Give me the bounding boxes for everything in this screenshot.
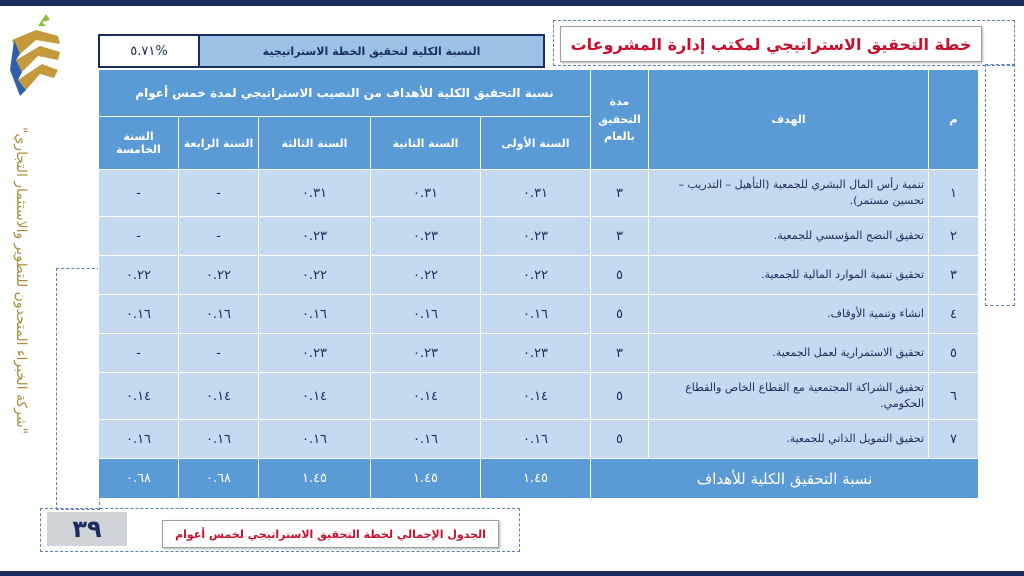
table-row [99, 295, 979, 334]
row-year-4: ٠.٢٢ [179, 256, 259, 295]
row-number: ٥ [929, 334, 979, 373]
row-number: ٢ [929, 217, 979, 256]
row-duration: ٥ [591, 295, 649, 334]
total-year-5: ٠.٦٨ [99, 459, 179, 499]
row-year-1: ٠.٢٣ [481, 217, 591, 256]
row-year-5: ٠.١٤ [99, 373, 179, 420]
goals-table [98, 69, 979, 499]
row-duration: ٥ [591, 420, 649, 459]
row-goal: تنمية رأس المال البشري للجمعية (التأهيل – التدريب – تحسين مستمر). [649, 170, 929, 217]
header-year-1: السنة الأولى [481, 117, 591, 170]
row-year-4: - [179, 334, 259, 373]
company-name-text: "شركة الخبراء المتحدون للتطوير والاستثمار التجاري" [13, 127, 29, 435]
page-title-box [560, 26, 982, 62]
row-year-3: ٠.٢٣ [259, 217, 371, 256]
row-year-4: - [179, 217, 259, 256]
row-duration: ٥ [591, 256, 649, 295]
total-year-2: ١.٤٥ [371, 459, 481, 499]
row-year-5: - [99, 217, 179, 256]
row-year-5: ٠.١٦ [99, 420, 179, 459]
row-year-1: ٠.١٦ [481, 295, 591, 334]
frame-left [56, 268, 100, 510]
header-year-4: السنة الرابعة [179, 117, 259, 170]
header-year-2: السنة الثانية [371, 117, 481, 170]
total-year-4: ٠.٦٨ [179, 459, 259, 499]
bottom-band [0, 571, 1024, 576]
table-caption-box [162, 520, 499, 548]
row-number: ٦ [929, 373, 979, 420]
row-number: ١ [929, 170, 979, 217]
total-year-1: ١.٤٥ [481, 459, 591, 499]
table-row [99, 256, 979, 295]
row-year-3: ٠.١٦ [259, 420, 371, 459]
row-duration: ٣ [591, 217, 649, 256]
top-band [0, 0, 1024, 6]
row-number: ٤ [929, 295, 979, 334]
total-label: نسبة التحقيق الكلية للأهداف [591, 459, 979, 499]
row-year-1: ٠.١٦ [481, 420, 591, 459]
row-duration: ٥ [591, 373, 649, 420]
row-year-2: ٠.١٤ [371, 373, 481, 420]
frame-right [985, 64, 1015, 306]
table-row [99, 170, 979, 217]
row-year-4: - [179, 170, 259, 217]
row-year-4: ٠.١٤ [179, 373, 259, 420]
row-year-1: ٠.٢٢ [481, 256, 591, 295]
row-year-4: ٠.١٦ [179, 295, 259, 334]
header-year-group: نسبة التحقيق الكلية للأهداف من النصيب الاستراتيجي لمدة خمس أعوام [99, 70, 591, 117]
row-year-3: ٠.١٦ [259, 295, 371, 334]
table-row [99, 334, 979, 373]
row-duration: ٣ [591, 334, 649, 373]
row-year-1: ٠.١٤ [481, 373, 591, 420]
row-duration: ٣ [591, 170, 649, 217]
row-year-5: - [99, 170, 179, 217]
row-year-3: ٠.٢٣ [259, 334, 371, 373]
row-year-2: ٠.٢٣ [371, 217, 481, 256]
row-goal: تحقيق تنمية الموارد المالية للجمعية. [649, 256, 929, 295]
overall-summary-label: النسبة الكلية لتحقيق الخطة الاستراتيجية [200, 36, 543, 66]
header-number: م [929, 70, 979, 170]
table-row [99, 420, 979, 459]
total-row [99, 459, 979, 499]
row-goal: تحقيق الشراكة المجتمعية مع القطاع الخاص والقطاع الحكومي. [649, 373, 929, 420]
row-goal: تحقيق النضج المؤسسي للجمعية. [649, 217, 929, 256]
row-year-3: ٠.١٤ [259, 373, 371, 420]
row-goal: تحقيق التمويل الذاتي للجمعية. [649, 420, 929, 459]
row-year-2: ٠.١٦ [371, 295, 481, 334]
row-year-1: ٠.٣١ [481, 170, 591, 217]
row-year-5: ٠.١٦ [99, 295, 179, 334]
row-goal: تحقيق الاستمرارية لعمل الجمعية. [649, 334, 929, 373]
header-goal: الهدف [649, 70, 929, 170]
row-year-3: ٠.٢٢ [259, 256, 371, 295]
row-year-5: - [99, 334, 179, 373]
row-goal: انشاء وتنمية الأوقاف. [649, 295, 929, 334]
header-year-3: السنة الثالثة [259, 117, 371, 170]
row-year-2: ٠.١٦ [371, 420, 481, 459]
row-number: ٧ [929, 420, 979, 459]
page-title: خطة التحقيق الاستراتيجي لمكتب إدارة المشروعات [570, 34, 972, 54]
overall-summary-bar [98, 34, 545, 68]
table-row [99, 373, 979, 420]
row-year-3: ٠.٣١ [259, 170, 371, 217]
row-year-2: ٠.٢٣ [371, 334, 481, 373]
row-number: ٣ [929, 256, 979, 295]
overall-summary-value: %٥.٧١ [100, 36, 200, 66]
row-year-2: ٠.٢٢ [371, 256, 481, 295]
row-year-5: ٠.٢٢ [99, 256, 179, 295]
header-duration: مدة التحقيق بالعام [591, 70, 649, 170]
row-year-2: ٠.٣١ [371, 170, 481, 217]
row-year-1: ٠.٢٣ [481, 334, 591, 373]
table-caption: الجدول الإجمالي لخطة التحقيق الاستراتيجي لخمس أعوام [175, 527, 486, 541]
row-year-4: ٠.١٦ [179, 420, 259, 459]
table-row [99, 217, 979, 256]
header-year-5: السنة الخامسة [99, 117, 179, 170]
company-name [6, 86, 36, 476]
page-number: ٣٩ [47, 512, 127, 546]
total-year-3: ١.٤٥ [259, 459, 371, 499]
